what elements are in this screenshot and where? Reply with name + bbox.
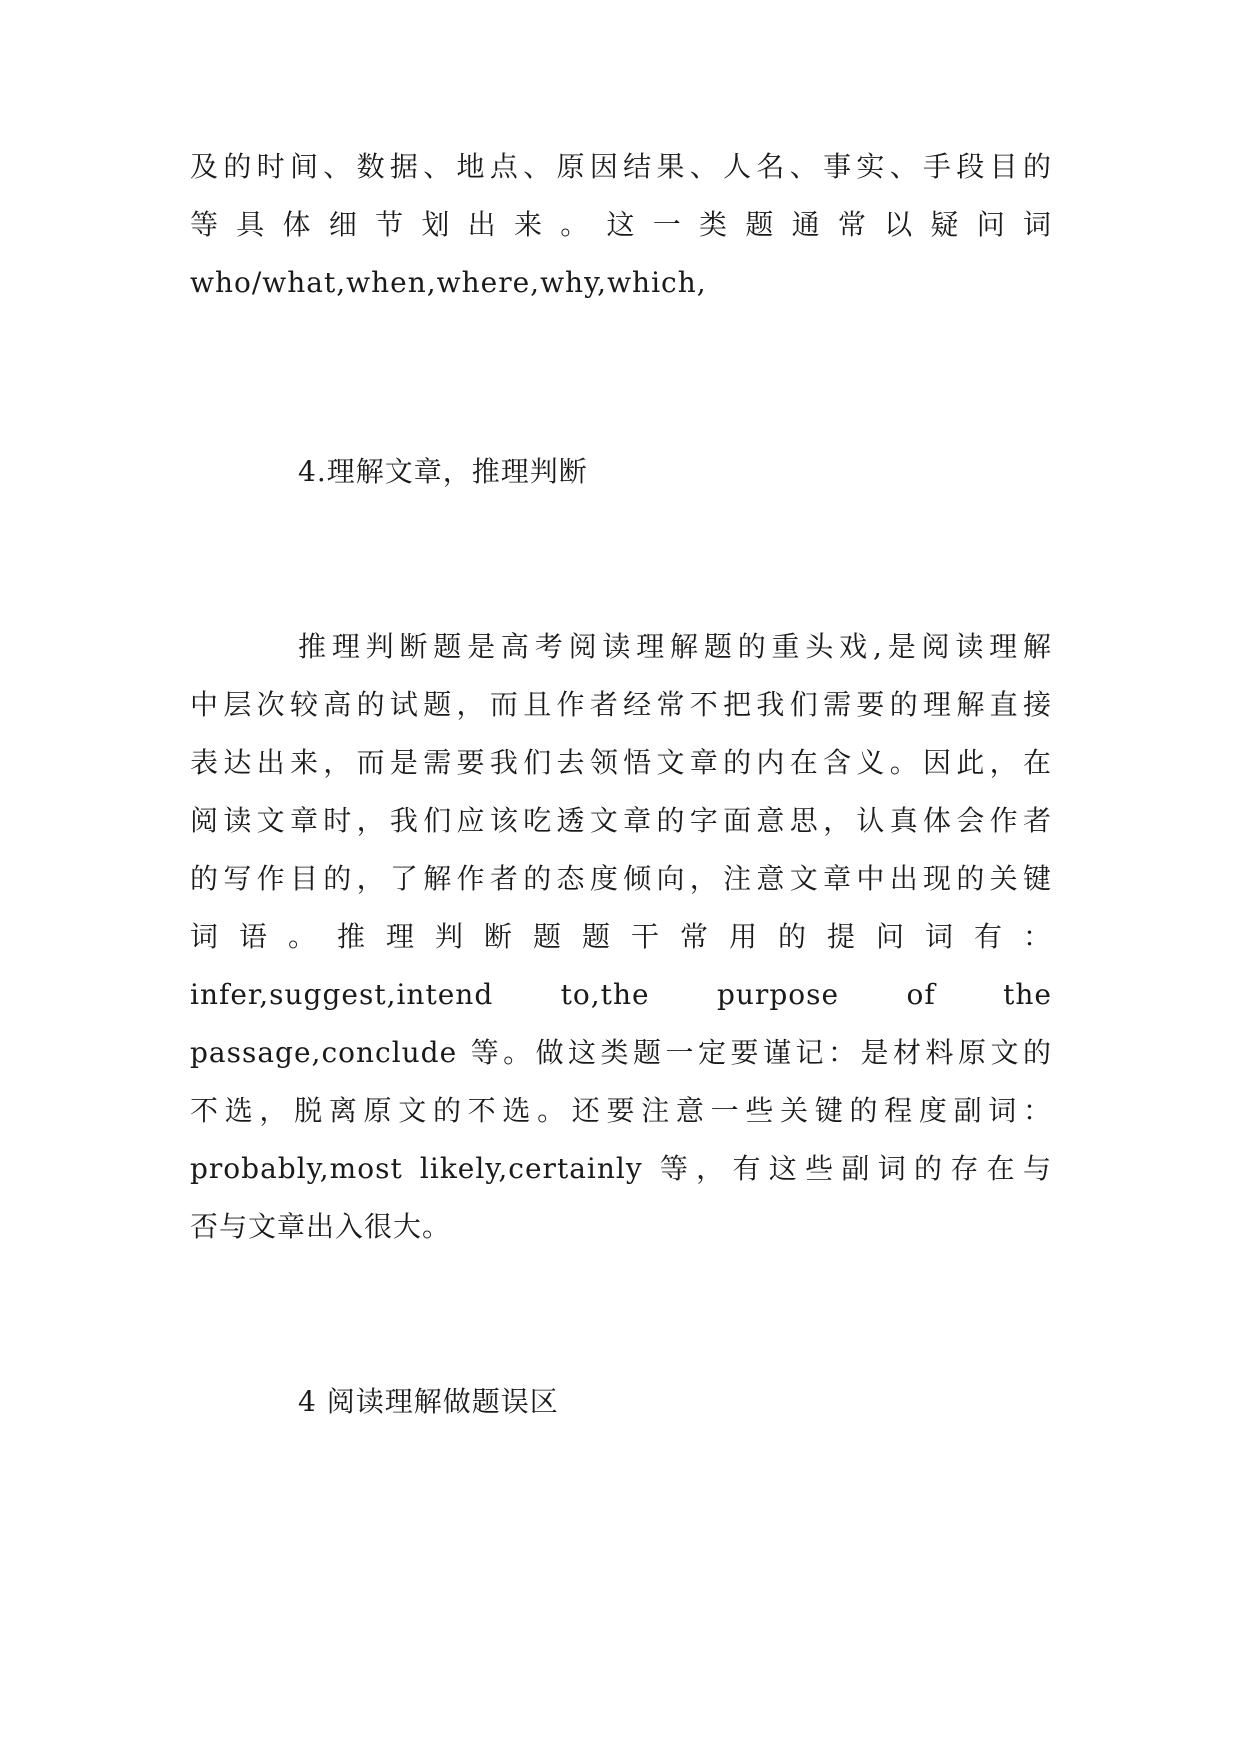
paragraph-inference <box>190 618 1052 1256</box>
paragraph-line: 推理判断题是高考阅读理解题的重头戏,是阅读理解 <box>298 630 1052 663</box>
paragraph-line: 的写作目的，了解作者的态度倾向，注意文章中出现的关键 <box>190 862 1052 895</box>
paragraph-line: 不选，脱离原文的不选。还要注意一些关键的程度副词： <box>190 1094 1052 1127</box>
paragraph-line: infer,suggest,intend to,the purpose of the <box>190 978 1052 1011</box>
paragraph-line: 等 具 体 细 节 划 出 来 。 这 一 类 题 通 常 以 疑 问 词 <box>190 208 1052 241</box>
paragraph-line: 及的时间、数据、地点、原因结果、人名、事实、手段目的 <box>190 150 1052 183</box>
paragraph-line: 阅读文章时，我们应该吃透文章的字面意思，认真体会作者 <box>190 804 1052 837</box>
paragraph-line: 词 语 。 推 理 判 断 题 题 干 常 用 的 提 问 词 有 ： <box>190 920 1052 953</box>
paragraph-line: 否与文章出入很大。 <box>190 1210 452 1243</box>
paragraph-line: 中层次较高的试题，而且作者经常不把我们需要的理解直接 <box>190 688 1052 721</box>
section-heading: 4.理解文章，推理判断 <box>298 455 588 488</box>
paragraph-line: passage,conclude 等。做这类题一定要谨记：是材料原文的 <box>190 1036 1052 1069</box>
paragraph-details <box>190 138 1052 312</box>
paragraph-line: probably,most likely,certainly 等，有这些副词的存在与 <box>190 1152 1052 1185</box>
paragraph-line: 表达出来，而是需要我们去领悟文章的内在含义。因此，在 <box>190 746 1052 779</box>
section-heading: 4 阅读理解做题误区 <box>298 1385 559 1418</box>
paragraph-line: who/what,when,where,why,which, <box>190 266 707 299</box>
